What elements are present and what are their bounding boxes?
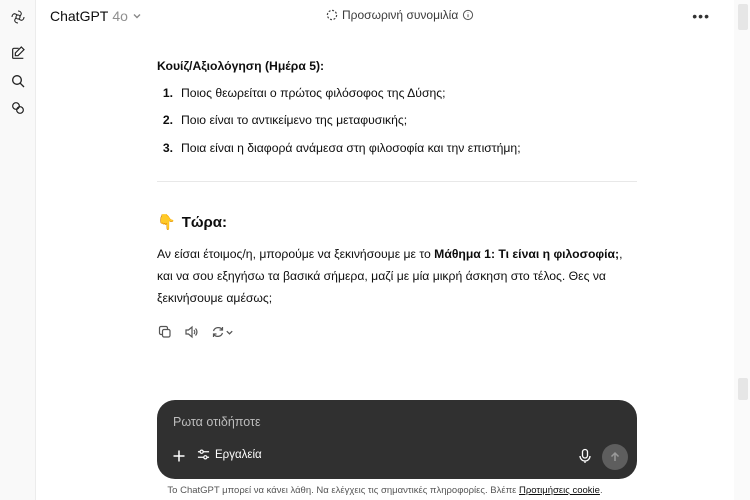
paragraph-text: Αν είσαι έτοιμος/η, μπορούμε να ξεκινήσουμε με το <box>157 247 435 262</box>
pointing-down-icon: 👇 <box>157 213 176 231</box>
message-actions <box>157 324 235 340</box>
disclaimer-text: Το ChatGPT μπορεί να κάνει λάθη. Να ελέγχεις τις σημαντικές πληροφορίες. Βλέπε <box>167 485 520 496</box>
section-heading-text: Τώρα: <box>181 213 228 231</box>
read-aloud-icon[interactable] <box>183 324 199 340</box>
new-chat-icon[interactable] <box>9 44 27 62</box>
cookie-preferences-link[interactable]: Προτιμήσεις cookie <box>519 485 600 496</box>
section-heading <box>157 210 637 236</box>
paragraph-text-end: , και να σου εξηγήσω τα βασικά σήμερα, μαζί με μία μικρή άσκηση στο τέλος. Θες να ξεκινήσουμε αμέσως; <box>157 247 623 306</box>
model-version: 4o <box>112 8 128 24</box>
regenerate-icon[interactable] <box>209 324 235 340</box>
temporary-chat-indicator[interactable] <box>326 8 474 22</box>
paragraph-bold: Μάθημα 1: Τι είναι η φιλοσοφία; <box>434 247 620 262</box>
disclaimer-end: . <box>599 485 603 496</box>
chevron-down-icon <box>225 328 234 337</box>
list-item <box>157 83 637 104</box>
message-paragraph <box>157 243 637 309</box>
dashed-circle-icon <box>326 9 338 21</box>
scroll-marker <box>738 378 748 400</box>
right-edge-strip <box>734 0 750 500</box>
tools-button[interactable] <box>197 448 262 461</box>
send-button[interactable] <box>602 444 628 470</box>
model-name: ChatGPT <box>50 8 109 24</box>
chevron-down-icon <box>132 11 142 21</box>
more-horizontal-icon[interactable]: ••• <box>692 8 710 24</box>
model-selector[interactable] <box>50 8 142 24</box>
composer <box>157 400 637 479</box>
info-icon[interactable] <box>462 9 474 21</box>
quiz-title: Κουίζ/Αξιολόγηση (Ημέρα 5): <box>157 59 325 73</box>
left-rail <box>0 0 36 500</box>
search-icon[interactable] <box>9 72 27 90</box>
avatar[interactable] <box>738 4 748 30</box>
list-item <box>157 138 637 159</box>
disclaimer-footer <box>36 485 734 496</box>
list-number: 1. <box>162 85 173 100</box>
copy-icon[interactable] <box>157 324 173 340</box>
prompt-input[interactable]: Ρωτα οτιδήποτε <box>173 415 261 429</box>
sliders-icon <box>197 448 210 461</box>
microphone-icon[interactable] <box>577 448 593 464</box>
plus-icon[interactable] <box>171 448 187 464</box>
openai-logo-icon[interactable] <box>9 8 27 26</box>
tools-label: Εργαλεία <box>215 448 262 461</box>
list-number: 2. <box>162 113 173 128</box>
list-number: 3. <box>162 141 173 156</box>
list-item <box>157 110 637 131</box>
list-text: Ποια είναι η διαφορά ανάμεσα στη φιλοσοφία και την επιστήμη; <box>181 141 521 156</box>
arrow-up-icon <box>609 451 621 463</box>
top-bar <box>36 0 750 34</box>
assistant-message <box>157 56 637 309</box>
temporary-chat-label: Προσωρινή συνομιλία <box>342 8 459 22</box>
list-text: Ποιο είναι το αντικείμενο της μεταφυσικής; <box>181 113 408 128</box>
library-icon[interactable] <box>9 99 27 117</box>
quiz-list <box>157 83 637 159</box>
list-text: Ποιος θεωρείται ο πρώτος φιλόσοφος της Δύσης; <box>181 85 446 100</box>
divider <box>157 181 637 182</box>
